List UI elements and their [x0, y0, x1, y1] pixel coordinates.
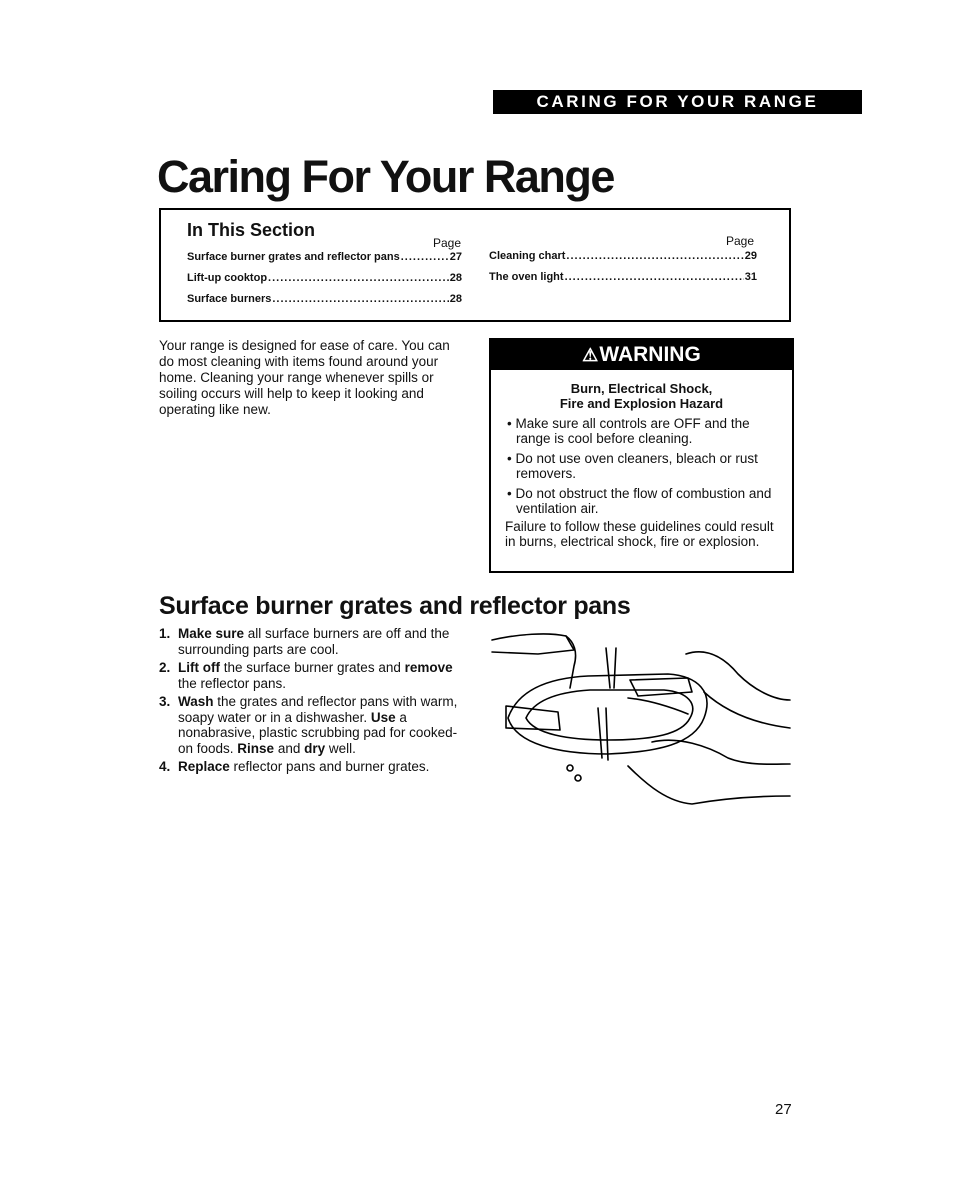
toc-entry-page: 28: [449, 272, 462, 284]
step-text: a nonabrasive, plastic scrubbing pad for cooked-on foods.: [178, 709, 458, 756]
step-action-text: Lift off: [178, 660, 220, 675]
step-text: all surface burners are off and the surrounding parts are cool.: [178, 626, 450, 657]
instruction-step: [159, 660, 469, 691]
warning-item-text: Do not obstruct the flow of combustion and ventilation air.: [515, 486, 772, 516]
step-text: well.: [325, 740, 356, 756]
toc-leader-dots: [272, 293, 448, 305]
toc-entry[interactable]: [489, 271, 757, 292]
hand-right-top: [686, 652, 790, 700]
instruction-step: [159, 626, 469, 657]
burner-screw: [575, 775, 581, 781]
toc-leader-dots: [565, 271, 744, 283]
warning-item: • Do not use oven cleaners, bleach or rust removers.: [507, 451, 758, 481]
step-action-text: Use: [370, 709, 396, 725]
warning-item: • Make sure all controls are OFF and the range is cool before cleaning.: [507, 416, 750, 446]
toc-leader-dots: [566, 250, 743, 262]
grate-finger-right: [630, 678, 692, 696]
instruction-step: [159, 694, 469, 756]
toc-entry-label: Surface burners: [187, 293, 272, 305]
arm-right-bottom: [628, 766, 790, 804]
warning-label: WARNING: [599, 343, 701, 366]
toc-entry-label: Surface burner grates and reflector pans: [187, 251, 400, 263]
step-number: 2.: [159, 660, 171, 675]
toc-entry[interactable]: [187, 293, 462, 314]
warning-item-text: Do not use oven cleaners, bleach or rust removers.: [515, 451, 758, 481]
in-this-section-heading: In This Section: [187, 220, 316, 240]
step-action-text: Wash: [178, 694, 214, 709]
step-action-text: Rinse: [237, 740, 275, 756]
step-text: and: [274, 740, 305, 756]
step-number: 4.: [159, 759, 171, 774]
grate-ring-inner: [526, 690, 693, 740]
burner-screw: [567, 765, 573, 771]
section-header-bar: CARING FOR YOUR RANGE: [493, 90, 862, 114]
warning-hazard-title: [491, 381, 792, 411]
toc-page-label-right: Page: [726, 234, 755, 248]
toc-page-label-left: Page: [433, 236, 462, 250]
step-action-text: Replace: [178, 759, 230, 774]
warning-box: [489, 338, 794, 573]
toc-entry-page: 28: [449, 293, 462, 305]
instruction-steps: [159, 626, 469, 778]
toc-leader-dots: [268, 272, 449, 284]
page-number: 27: [775, 1101, 792, 1118]
toc-entry-page: 29: [744, 250, 757, 262]
step-number: 3.: [159, 694, 171, 709]
warning-list: [505, 416, 785, 521]
burner-grate-removal-illustration: [478, 618, 794, 814]
toc-entry-label: Cleaning chart: [489, 250, 566, 262]
toc-entry-label: The oven light: [489, 271, 564, 283]
step-action-text: remove: [404, 660, 453, 675]
toc-entry[interactable]: [187, 251, 462, 272]
step-text: the surface burner grates and: [219, 660, 405, 675]
warning-hazard-line2: Fire and Explosion Hazard: [559, 396, 724, 411]
grate-finger-top: [606, 648, 616, 688]
grate-finger-bottom: [598, 708, 608, 760]
toc-leader-dots: [401, 251, 449, 263]
in-this-section-box: [159, 208, 791, 322]
toc-entry-page: 27: [449, 251, 462, 263]
toc-entry-page: 31: [744, 271, 757, 283]
step-action-text: dry: [304, 740, 326, 756]
toc-list-left: [187, 251, 462, 314]
step-action-text: Make sure: [178, 626, 245, 641]
toc-entry[interactable]: [489, 250, 757, 271]
reflector-pan-edge: [628, 698, 688, 714]
section-heading: Surface burner grates and reflector pans: [159, 592, 631, 620]
intro-paragraph: Your range is designed for ease of care. You can do most cleaning with items found around your home. Cleaning your range whenever spills or soiling occurs will help to keep it looking and operating like new.: [159, 338, 450, 417]
toc-entry-label: Lift-up cooktop: [187, 272, 268, 284]
toc-list-right: [489, 250, 757, 292]
step-text: reflector pans and burner grates.: [229, 759, 430, 774]
step-text: the reflector pans.: [178, 675, 287, 691]
hand-left-top: [492, 634, 574, 654]
warning-footer: Failure to follow these guidelines could result in burns, electrical shock, fire or explosion.: [505, 519, 774, 549]
page-title: Caring For Your Range: [157, 151, 614, 202]
warning-triangle-icon: ⚠: [582, 345, 599, 365]
step-text: the grates and reflector pans with warm, soapy water or in a dishwasher.: [178, 694, 458, 725]
instruction-step: [159, 759, 469, 775]
warning-header: [491, 340, 792, 370]
step-number: 1.: [159, 626, 171, 641]
warning-item: • Do not obstruct the flow of combustion and ventilation air.: [507, 486, 772, 516]
warning-item-text: Make sure all controls are OFF and the range is cool before cleaning.: [515, 416, 750, 446]
toc-entry[interactable]: [187, 272, 462, 293]
warning-hazard-line1: Burn, Electrical Shock,: [570, 381, 713, 396]
